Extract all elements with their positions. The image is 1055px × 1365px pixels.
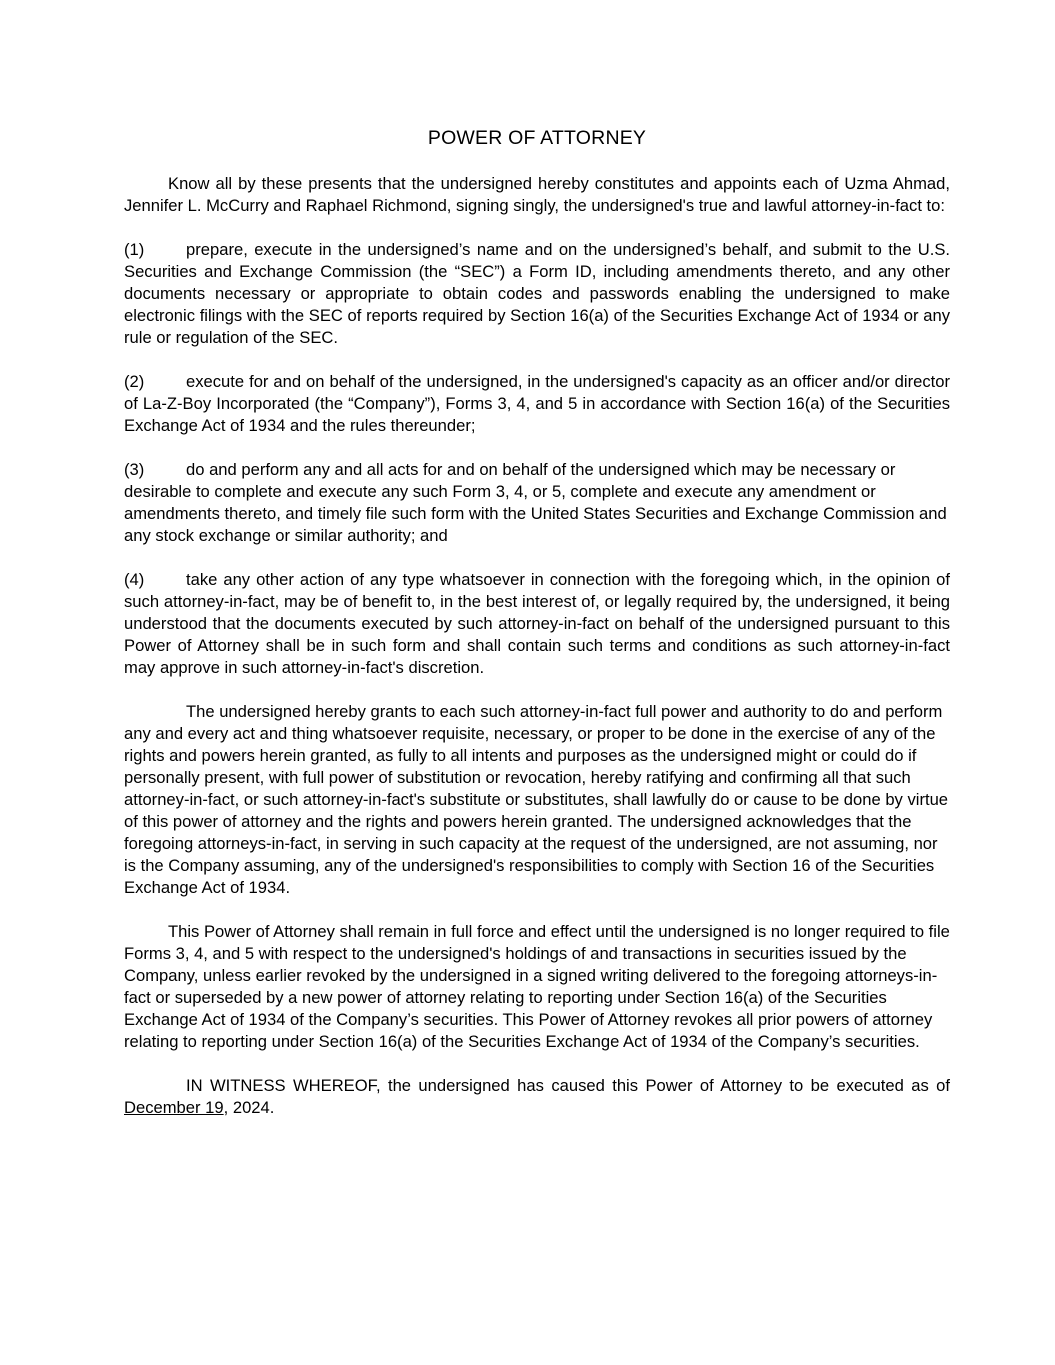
witness-year: , 2024.	[223, 1098, 275, 1117]
list-item-text: execute for and on behalf of the undersigned, in the undersigned's capacity as an officer and/or director of La-Z-Boy Incorporated (the “Company”), Forms 3, 4, and 5 in accordance with Section 16(a) of the Securities Exchange Act of 1934 and the rules thereunder;	[124, 372, 950, 435]
list-item-text: prepare, execute in the undersigned’s name and on the undersigned’s behalf, and submit to the U.S. Securities and Exchange Commission (the “SEC”) a Form ID, including amendments thereto, and any other documents necessary or appropriate to obtain codes and passwords enabling the undersigned to make electronic filings with the SEC of reports required by Section 16(a) of the Securities Exchange Act of 1934 or any rule or regulation of the SEC.	[124, 240, 950, 347]
intro-paragraph: Know all by these presents that the undersigned hereby constitutes and appoints each of Uzma Ahmad, Jennifer L. McCurry and Raphael Richmond, signing singly, the undersigned's true and lawful attorney-in-fact to:	[124, 174, 950, 215]
list-item-text: take any other action of any type whatsoever in connection with the foregoing which, in the opinion of such attorney-in-fact, may be of benefit to, in the best interest of, or legally required by, the undersigned, it being understood that the documents executed by such attorney-in-fact on behalf of the undersigned pursuant to this Power of Attorney shall be in such form and shall contain such terms and conditions as such attorney-in-fact may approve in such attorney-in-fact's discretion.	[124, 570, 950, 677]
list-item	[124, 569, 950, 679]
list-item	[124, 371, 950, 437]
list-item-number: (2)	[124, 372, 145, 391]
witness-date: December 19	[124, 1098, 224, 1117]
list-item-text: do and perform any and all acts for and on behalf of the undersigned which may be necessary or desirable to complete and execute any such Form 3, 4, or 5, complete and execute any amendment or amendments thereto, and timely file such form with the United States Securities and Exchange Commission and any stock exchange or similar authority; and	[124, 460, 947, 545]
list-item-number: (4)	[124, 570, 145, 589]
list-item-number: (1)	[124, 240, 145, 259]
witness-text: IN WITNESS WHEREOF, the undersigned has caused this Power of Attorney to be executed as of	[186, 1076, 950, 1095]
list-item	[124, 239, 950, 349]
grant-paragraph: The undersigned hereby grants to each such attorney-in-fact full power and authority to do and perform any and every act and thing whatsoever requisite, necessary, or proper to be done in the exercise of any of the rights and powers herein granted, as fully to all intents and purposes as the undersigned might or could do if personally present, with full power of substitution or revocation, hereby ratifying and confirming all that such attorney-in-fact, or such attorney-in-fact's substitute or substitutes, shall lawfully do or cause to be done by virtue of this power of attorney and the rights and powers herein granted. The undersigned acknowledges that the foregoing attorneys-in-fact, in serving in such capacity at the request of the undersigned, are not assuming, nor is the Company assuming, any of the undersigned's responsibilities to comply with Section 16 of the Securities Exchange Act of 1934.	[124, 702, 949, 897]
list-item-number: (3)	[124, 460, 145, 479]
witness-paragraph	[124, 1075, 950, 1119]
document-page	[124, 125, 950, 1141]
list-item	[124, 459, 950, 547]
duration-paragraph: This Power of Attorney shall remain in full force and effect until the undersigned is no longer required to file Forms 3, 4, and 5 with respect to the undersigned's holdings of and transactions in securities issued by the Company, unless earlier revoked by the undersigned in a signed writing delivered to the foregoing attorneys-in-fact or superseded by a new power of attorney relating to reporting under Section 16(a) of the Securities Exchange Act of 1934 of the Company’s securities. This Power of Attorney revokes all prior powers of attorney relating to reporting under Section 16(a) of the Securities Exchange Act of 1934 of the Company’s securities.	[124, 922, 950, 1051]
document-title: POWER OF ATTORNEY	[427, 127, 647, 149]
